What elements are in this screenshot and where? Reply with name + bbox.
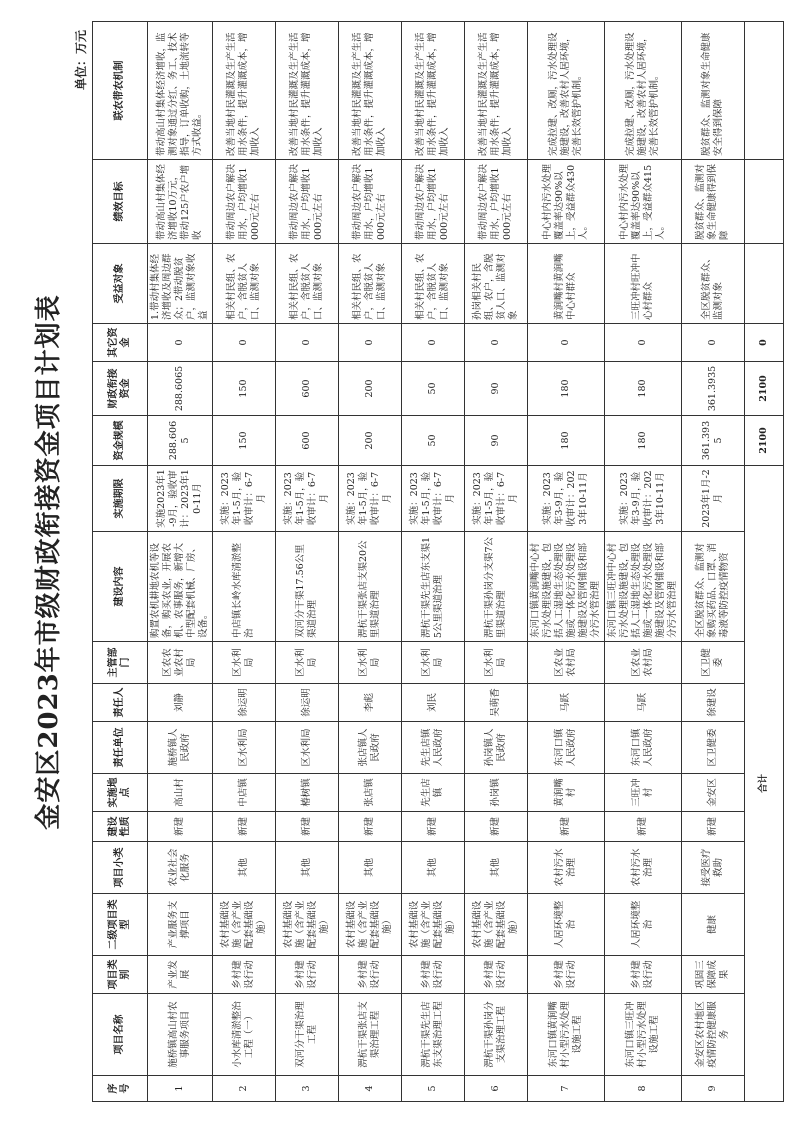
table-cell: 新建 [148,812,213,842]
table-cell: 实施2023年1-9月，验收审计：2023年10-11月 [148,466,213,532]
table-cell: 其他 [402,842,465,894]
table-cell: 双河分干渠治理工程 [276,994,339,1076]
total-empty [745,22,784,160]
table-cell: 农村污水治理 [605,842,682,894]
table-cell: 相关村民组、农户，含脱贫人口、监测对象 [276,244,339,324]
table-cell: 农村基础设施（含产业配套基础设施） [276,894,339,956]
table-cell: 孙岗相关村民组、农户，含脱贫人口、监测对象 [465,244,528,324]
table-cell: 288.6065 [148,416,213,466]
table-cell: 徐运明 [213,684,276,722]
table-cell: 高山村 [148,774,213,812]
table-cell: 150 [213,416,276,466]
table-cell: 乡村建设行动 [213,956,276,994]
total-empty [745,160,784,244]
table-row [148,22,213,1102]
table-cell: 新建 [605,812,682,842]
table-cell: 带动周边农户解决用水，户均增收1000元左右 [465,160,528,244]
table-cell: 黄涧嘴村 [528,774,605,812]
table-cell: 其他 [213,842,276,894]
table-cell: 孙岗镇 [465,774,528,812]
table-cell: 改善当地村民灌溉及生产生活用水条件，提升灌溉成本，增加收入 [402,22,465,160]
table-cell: 0 [465,324,528,362]
header-cell: 实施期限 [93,466,148,532]
table-cell: 张店镇人民政府 [339,722,402,774]
table-cell: 购置农机耕地农机等设备，购买农业，开展农机、农事服务，新增大中型配套机械、厂房、设备。 [148,532,213,642]
header-row [93,22,148,1102]
table-cell: 农村基础设施（含产业配套基础设施） [402,894,465,956]
table-cell: 区水利局 [402,642,465,684]
table-cell: 5 [402,1076,465,1102]
header-cell: 序号 [93,1076,148,1102]
table-cell: 孙岗镇人民政府 [465,722,528,774]
header-cell: 项目名称 [93,994,148,1076]
table-cell: 9 [682,1076,745,1102]
table-cell: 全区脱贫群众、监测对象购买药品、口罩、消毒液等防控疫情物资 [682,532,745,642]
table-cell: 接受医疗救助 [682,842,745,894]
table-cell: 实施：2023年1-5月，验收审计：6-7月 [402,466,465,532]
table-cell: 600 [276,362,339,416]
table-cell: 农业社会化服务 [148,842,213,894]
table-cell: 徐运明 [276,684,339,722]
table-cell: 4 [339,1076,402,1102]
table-cell: 马跃 [528,684,605,722]
table-cell: 区水利局 [213,722,276,774]
table-cell: 中心村内污水处理覆盖率达90%以上，受益群众430人。 [528,160,605,244]
table-cell: 区农业农村局 [605,642,682,684]
table-cell: 0 [528,324,605,362]
table-cell: 乡村建设行动 [402,956,465,994]
table-row [213,22,276,1102]
table-cell: 带动周边农户解决用水，户均增收1000元左右 [276,160,339,244]
table-cell: 改善当地村民灌溉及生产生活用水条件，提升灌溉成本，增加收入 [276,22,339,160]
table-cell: 相关村民组、农户，含脱贫人口、监测对象 [213,244,276,324]
table-cell: 实施：2023年3-9月，验收审计：2023年10-11月 [528,466,605,532]
table-cell: 乡村建设行动 [339,956,402,994]
table-cell: 新建 [465,812,528,842]
table-cell: 288.6065 [148,362,213,416]
table-cell: 3 [276,1076,339,1102]
table-cell: 农村基础设施（含产业配套基础设施） [213,894,276,956]
table-cell: 东河口镇人民政府 [605,722,682,774]
table-cell: 带动周边农户解决用水，户均增收1000元左右 [339,160,402,244]
table-cell: 改善当地村民灌溉及生产生活用水条件，提升灌溉成本，增加收入 [213,22,276,160]
total-label: 合计 [745,466,784,1102]
table-row [276,22,339,1102]
table-row [528,22,605,1102]
total-scale: 2100 [745,416,784,466]
table-cell: 2023年1月-2月 [682,466,745,532]
table-cell: 200 [339,362,402,416]
header-cell: 项目类别 [93,956,148,994]
header-cell: 责任人 [93,684,148,722]
table-cell: 中店镇 [213,774,276,812]
table-cell: 完成拉建、改厕，污水处理设施建设，改善农村人居环境，完善长效管护机制。 [528,22,605,160]
header-cell: 建设内容 [93,532,148,642]
table-cell: 东河口镇黄涧嘴中心村污水处理设施建设，包括人工湿地生态处理设施或一体化污水处理设施建设及管网铺设和部分污水管治理 [528,532,605,642]
table-cell: 90 [465,416,528,466]
table-cell: 淠杭干渠张店支渠20公里渠道治理 [339,532,402,642]
table-cell: 实施：2023年1-5月，验收审计：6-7月 [213,466,276,532]
table-cell: 1 [148,1076,213,1102]
table-cell: 0 [605,324,682,362]
table-cell: 农村基础设施（含产业配套基础设施） [339,894,402,956]
table-cell: 淠杭干渠先生店东支渠15公里渠道治理 [402,532,465,642]
header-cell: 资金规模 [93,416,148,466]
table-cell: 东河口镇人民政府 [528,722,605,774]
table-cell: 乡村建设行动 [605,956,682,994]
table-cell: 淠杭干渠张店支渠治理工程 [339,994,402,1076]
table-cell: 区水利局 [465,642,528,684]
table-cell: 人居环境整治 [605,894,682,956]
table-cell: 实施：2023年3-9月，验收审计：2023年10-11月 [605,466,682,532]
header-cell: 财政衔接资金 [93,362,148,416]
table-cell: 乡村建设行动 [465,956,528,994]
table-cell: 区水利局 [339,642,402,684]
table-cell: 0 [339,324,402,362]
table-cell: 刘静 [148,684,213,722]
table-cell: 相关村民组、农户，含脱贫人口、监测对象 [402,244,465,324]
table-cell: 区水利局 [276,722,339,774]
table-cell: 新建 [213,812,276,842]
table-row [465,22,528,1102]
table-cell: 180 [605,362,682,416]
table-cell: 农村基础设施（含产业配套基础设施） [465,894,528,956]
table-cell: 区卫健委 [682,722,745,774]
table-row [682,22,745,1102]
table-cell: 小水库清淤整治工程（一） [213,994,276,1076]
header-cell: 受益对象 [93,244,148,324]
table-cell: 双河分干渠17.56公里渠道治理 [276,532,339,642]
header-cell: 项目小类 [93,842,148,894]
total-fiscal: 2100 [745,362,784,416]
table-cell: 600 [276,416,339,466]
table-cell: 中心村内污水处理覆盖率达90%以上，受益群众415人。 [605,160,682,244]
table-cell: 0 [402,324,465,362]
table-cell: 健康 [682,894,745,956]
table-cell: 东河口镇三旺冲村小型污水处理设施工程 [605,994,682,1076]
table-row [605,22,682,1102]
table-cell: 区农业农村局 [528,642,605,684]
table-cell: 黄涧嘴村黄涧嘴中心村群众 [528,244,605,324]
table-cell: 乡村建设行动 [528,956,605,994]
table-cell: 实施：2023年1-5月，验收审计：6-7月 [276,466,339,532]
table-cell: 0 [148,324,213,362]
header-cell: 联农带农机制 [93,22,148,160]
table-cell: 全区脱贫群众、监测对象 [682,244,745,324]
table-cell: 吴萌香 [465,684,528,722]
table-cell: 淠杭干渠孙岗分支渠治理工程 [465,994,528,1076]
total-row [745,22,784,1102]
table-cell: 李彪 [339,684,402,722]
table-cell: 0 [682,324,745,362]
table-cell: 三旺冲村旺冲中心村群众 [605,244,682,324]
table-cell: 刘民 [402,684,465,722]
table-cell: 农村污水治理 [528,842,605,894]
page-title: 金安区2023年市级财政衔接资金项目计划表 [34,294,64,830]
table-cell: 0 [213,324,276,362]
table-cell: 先生店镇 [402,774,465,812]
table-cell: 实施：2023年1-5月，验收审计：6-7月 [339,466,402,532]
table-cell: 0 [276,324,339,362]
header-cell: 绩效目标 [93,160,148,244]
table-cell: 中店镇长岭水库清淤整治 [213,532,276,642]
total-other: 0 [745,324,784,362]
table-cell: 区农农业农村局 [148,642,213,684]
table-cell: 改善当地村民灌溉及生产生活用水条件，提升灌溉成本，增加收入 [339,22,402,160]
table-cell: 改善当地村民灌溉及生产生活用水条件，提升灌溉成本，增加收入 [465,22,528,160]
table-cell: 马跃 [605,684,682,722]
table-cell: 50 [402,416,465,466]
table-cell: 产业发展 [148,956,213,994]
table-cell: 新建 [402,812,465,842]
table-cell: 徐建设 [682,684,745,722]
table-cell: 180 [528,362,605,416]
table-cell: 带动周边农户解决用水，户均增收1000元左右 [402,160,465,244]
table-cell: 淠杭干渠先生店东支渠治理工程 [402,994,465,1076]
table-cell: 361.3935 [682,362,745,416]
table-cell: 区卫健委 [682,642,745,684]
header-cell: 二级项目类型 [93,894,148,956]
table-cell: 6 [465,1076,528,1102]
unit-label: 单位：万元 [74,30,88,91]
table-row [339,22,402,1102]
table-cell: 三旺冲村 [605,774,682,812]
table-row [402,22,465,1102]
total-empty [745,244,784,324]
table-cell: 施桥镇人民政府 [148,722,213,774]
table-cell: 产业服务支撑项目 [148,894,213,956]
project-plan-table [92,21,784,1102]
table-cell: 区水利局 [276,642,339,684]
table-cell: 180 [528,416,605,466]
header-cell: 其它资金 [93,324,148,362]
table-cell: 50 [402,362,465,416]
table-cell: 区水利局 [213,642,276,684]
table-cell: 施桥镇高山村农事服务项目 [148,994,213,1076]
table-cell: 乡村建设行动 [276,956,339,994]
table-cell: 实施：2023年1-5月，验收审计：6-7月 [465,466,528,532]
table-cell: 张店镇 [339,774,402,812]
table-cell: 东河口镇黄涧嘴村小型污水处理设施工程 [528,994,605,1076]
table-cell: 其他 [276,842,339,894]
header-cell: 主管部门 [93,642,148,684]
table-cell: 人居环境整治 [528,894,605,956]
table-cell: 90 [465,362,528,416]
table-cell: 带动高山村集体经济增收，监测对象通过分红、务工、技术指导，订单收购，土地流转等方式收益。 [148,22,213,160]
header-cell: 实施地点 [93,774,148,812]
table-cell: 新建 [339,812,402,842]
table-cell: 2 [213,1076,276,1102]
table-cell: 180 [605,416,682,466]
table-cell: 新建 [682,812,745,842]
table-cell: 361.3935 [682,416,745,466]
rotated-sheet [32,22,769,1102]
table-cell: 其他 [339,842,402,894]
table-cell: 巩固三保障成果 [682,956,745,994]
table-cell: 完成拉建、改厕，污水处理设施建设，改善农村人居环境，完善长效管护机制。 [605,22,682,160]
table-cell: 先生店镇人民政府 [402,722,465,774]
header-cell: 建设性质 [93,812,148,842]
table-cell: 金安区 [682,774,745,812]
table-cell: 相关村民组、农户，含脱贫人口、监测对象 [339,244,402,324]
table-cell: 金安区农村地区疫情防控健康服务 [682,994,745,1076]
table-cell: 7 [528,1076,605,1102]
table-cell: 椿树镇 [276,774,339,812]
table-cell: 200 [339,416,402,466]
table-cell: 脱贫群众、监测对象生命健康得到保障 [682,160,745,244]
table-cell: 淠杭干渠孙岗分支渠7公里渠道治理 [465,532,528,642]
table-cell: 其他 [465,842,528,894]
table-cell: 150 [213,362,276,416]
header-cell: 责任单位 [93,722,148,774]
table-cell: 1.带动村集体经济增收及周边群众；2带动脱贫户，监测对象收益 [148,244,213,324]
table-cell: 东河口镇三旺冲中心村污水处理设施建设，包括人工湿地生态处理设施或一体化污水处理设施建设及管网铺设和部分污水管治理 [605,532,682,642]
table-cell: 带动高山村集体经济增收10万元，带动125户农户增收 [148,160,213,244]
table-cell: 脱贫群众、监测对象生命健康安全得到保障 [682,22,745,160]
table-cell: 新建 [276,812,339,842]
table-cell: 8 [605,1076,682,1102]
table-cell: 带动周边农户解决用水，户均增收1000元左右 [213,160,276,244]
table-cell: 新建 [528,812,605,842]
